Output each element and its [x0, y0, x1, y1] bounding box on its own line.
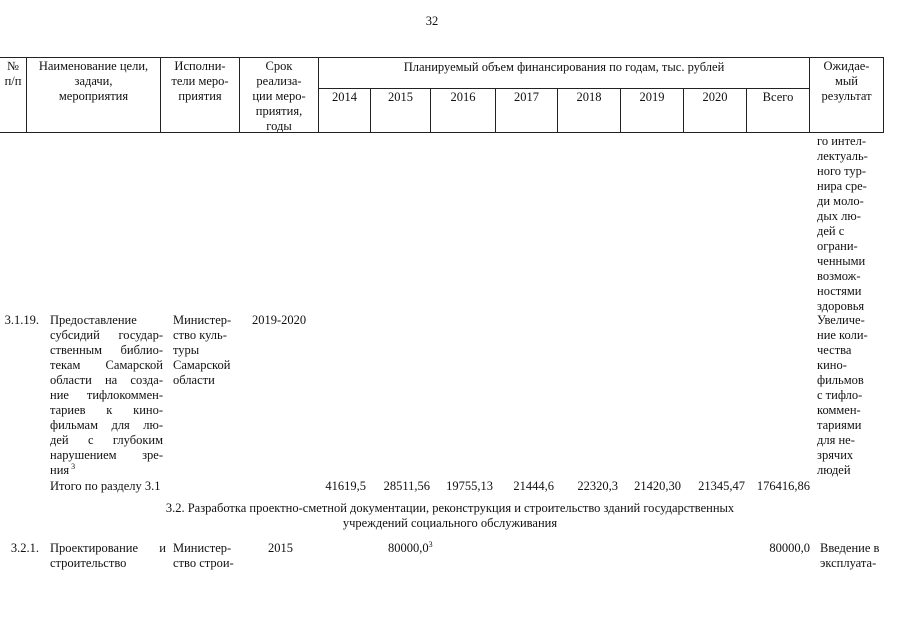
row-3-1-19-name-line: ственным библио-	[50, 343, 163, 357]
header-year-2018: 2018	[576, 90, 602, 104]
header-year-2020: 2020	[702, 90, 728, 104]
header-total: Всего	[762, 90, 794, 104]
row-3-1-19-name-line: фильмам для лю-	[50, 418, 163, 432]
row-3-2-1-total: 80000,0	[769, 541, 810, 555]
total-2016: 19755,13	[446, 479, 493, 493]
header-year-2019: 2019	[639, 90, 665, 104]
header-name: Наименование цели, задачи, мероприятия	[38, 59, 149, 103]
row-3-1-19-name-line: области на созда-	[50, 373, 163, 387]
row-3-1-19-name-line: тариев к кино-	[50, 403, 163, 417]
header-year-2014: 2014	[332, 90, 357, 104]
row-3-2-1-term: 2015	[268, 541, 293, 555]
total-2017: 21444,6	[513, 479, 554, 493]
row-3-1-19-name-line: Предоставление	[50, 313, 137, 327]
continuation-result: го интел- лектуаль- ного тур- нира сре- ди моло- дых лю- дей с ограни- ченными возмож- ностями здоровья	[817, 134, 868, 313]
total-2018: 22320,3	[577, 479, 618, 493]
row-3-2-1-num: 3.2.1.	[10, 541, 39, 555]
total-2014: 41619,5	[325, 479, 366, 493]
section-heading-3-2: 3.2. Разработка проектно-сметной документации, реконструкция и строительство зданий государственных учреждений социального обслуживания	[165, 501, 735, 530]
row-3-1-19-name-line: ние тифлокоммен-	[50, 388, 163, 402]
header-year-2015: 2015	[388, 90, 413, 104]
total-all: 176416,86	[756, 479, 810, 493]
row-3-1-19-name-line: нарушением зре-	[50, 448, 163, 462]
row-3-1-19-result: Увеличе- ние коли- чества кино- фильмов с тифло- коммен- тариями для не- зрячих людей	[817, 313, 868, 477]
header-year-2017: 2017	[514, 90, 539, 104]
total-2019: 21420,30	[634, 479, 681, 493]
row-3-1-19-name-line: дей с глубоким	[50, 433, 163, 447]
row-3-2-1-2015: 80000,0$^3$	[388, 539, 433, 555]
row-3-1-19-name-line: ния $^3$	[50, 461, 76, 477]
header-term: Срок реализа- ции меро- приятия, годы	[252, 59, 306, 133]
header-executor: Исполни- тели меро- приятия	[171, 59, 229, 103]
header-year-2016: 2016	[450, 90, 476, 104]
total-2020: 21345,47	[698, 479, 745, 493]
row-3-2-1-executor: Министер- ство строи-	[173, 541, 234, 570]
row-3-2-1-result: Введение в эксплуата-	[820, 541, 880, 570]
header-num: № п/п	[4, 59, 22, 88]
row-3-1-19-name-line: текам Самарской	[50, 358, 163, 372]
row-3-1-19-executor: Министер- ство куль- туры Самарской области	[173, 313, 232, 387]
total-label: Итого по разделу 3.1	[50, 479, 161, 493]
row-3-1-19-num: 3.1.19.	[4, 313, 39, 327]
total-2015: 28511,56	[383, 479, 430, 493]
header-result: Ожидае- мый результат	[821, 59, 872, 103]
row-3-1-19-footnote: 3	[69, 461, 76, 471]
row-3-2-1-name: Проектирование и строительство	[50, 541, 166, 570]
header-funding: Планируемый объем финансирования по годам, тыс. рублей	[403, 60, 725, 74]
page-number: 32	[425, 14, 439, 28]
row-3-1-19-name-line: субсидий госудаp-	[50, 328, 163, 342]
row-3-1-19-name	[50, 313, 163, 478]
row-3-1-19-term: 2019-2020	[252, 313, 307, 327]
